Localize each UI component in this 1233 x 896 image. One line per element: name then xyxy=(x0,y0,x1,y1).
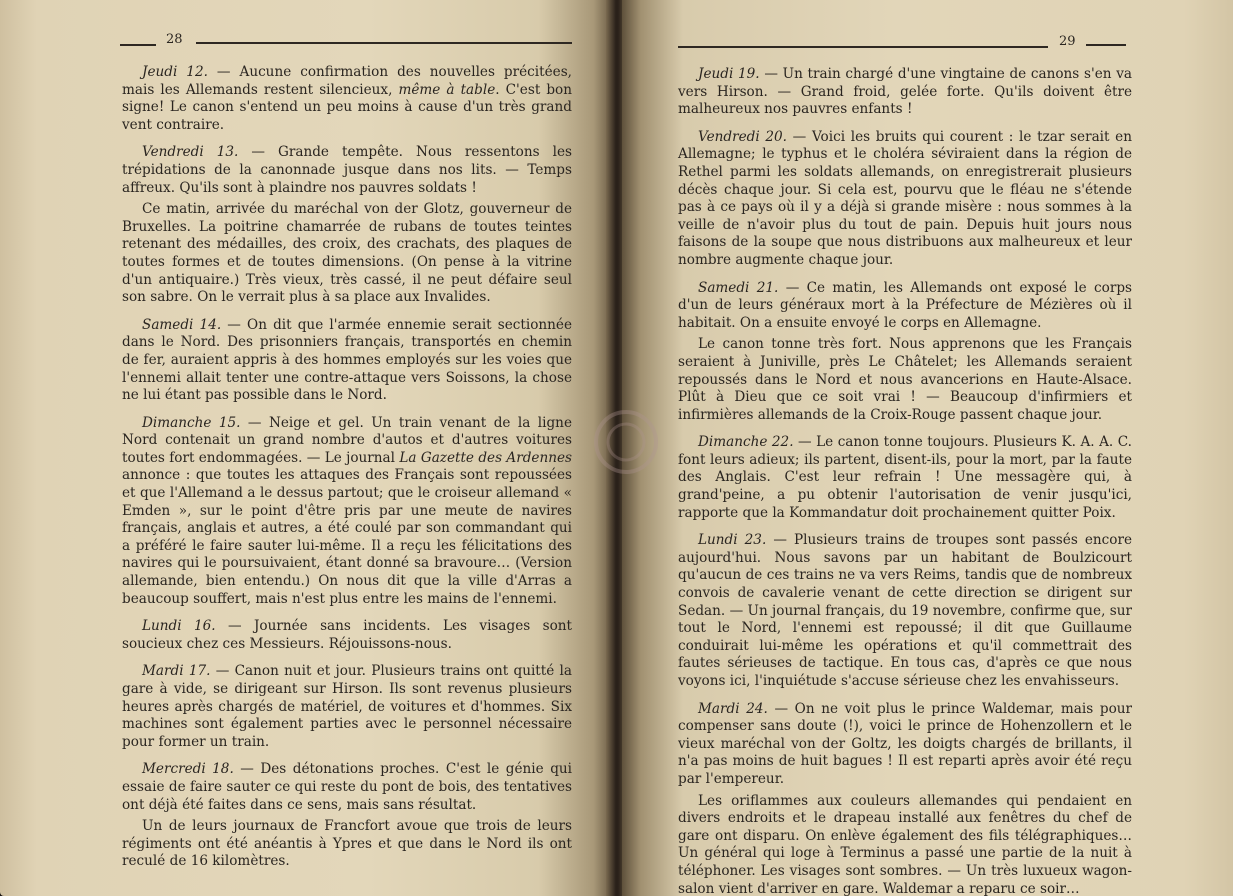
right-page xyxy=(622,0,1233,896)
right-header-rule-long xyxy=(678,46,1048,48)
entry-vendredi-13: Vendredi 13. — Grande tempête. Nous ressentons les trépidations de la canonnade jusque dans nos lits. — Temps affreux. Qu'ils sont à plaindre nos pauvres soldats ! xyxy=(122,144,572,196)
left-page-text xyxy=(122,64,572,871)
entry-lundi-16: Lundi 16. — Journée sans incidents. Les visages sont soucieux chez ces Messieurs. Réjouissons-nous. xyxy=(122,618,572,652)
left-page-number: 28 xyxy=(166,32,183,47)
right-page-number: 29 xyxy=(1059,34,1076,49)
right-page-text xyxy=(678,66,1132,896)
entry-jeudi-19: Jeudi 19. — Un train chargé d'une vingtaine de canons s'en va vers Hirson. — Grand froid, gelée forte. Qu'ils doivent être malheureux nos pauvres enfants ! xyxy=(678,66,1132,118)
entry-vendredi-20: Vendredi 20. — Voici les bruits qui courent : le tzar serait en Allemagne; le typhus et le choléra sévіraient dans la région de Rethel parmi les soldats allemands, on enregistrerait plusieurs décès chaque jour. Si cela est, pourvu que le fléau ne s'étende pas à ce pays où il y a déjà si grande misère : nous sommes à la veille de n'avoir plus du tout de pain. Depuis huit jours nous faisons de la soupe que nous distribuons aux malheureux et leur nombre augmente chaque jour. xyxy=(678,128,1132,268)
entry-samedi-21: Samedi 21. — Ce matin, les Allemands ont exposé le corps d'un de leurs généraux mort à la Préfecture de Mézières où il habitait. On a ensuite envoyé le corps en Allemagne. xyxy=(678,279,1132,331)
left-header-rule-long xyxy=(196,42,572,44)
entry-paragraph: Un de leurs journaux de Francfort avoue que trois de leurs régiments ont été anéantis à Ypres et que dans le Nord ils ont reculé de 16 kilomètres. xyxy=(122,818,572,870)
entry-jeudi-12: Jeudi 12. — Aucune confirmation des nouvelles précitées, mais les Allemands restent silencieux, même à table. C'est bon signe! Le canon s'entend un peu moins à cause d'un très grand vent contraire. xyxy=(122,64,572,133)
entry-dimanche-22: Dimanche 22. — Le canon tonne toujours. Plusieurs K. A. A. C. font leurs adieux; ils partent, disent-ils, pour la mort, par la faute des Anglais. C'est leur refrain ! Une messagère qui, à grand'peine, a pu obtenir l'autorisation de venir jusqu'ici, rapporte que la Kommandatur doit prochainement quitter Poix. xyxy=(678,434,1132,521)
entry-paragraph: Le canon tonne très fort. Nous apprenons que les Français seraient à Juniville, près Le Châtelet; les Allemands seraient repoussés dans le Nord et nous avancerions en Haute-Alsace. Plût à Dieu que ce soit vrai ! — Beaucoup d'infirmiers et infirmières allemands de la Croix-Rouge passent chaque jour. xyxy=(678,336,1132,423)
right-header-rule-short xyxy=(1086,44,1126,46)
left-page xyxy=(0,0,612,896)
entry-mardi-17: Mardi 17. — Canon nuit et jour. Plusieurs trains ont quitté la gare à vide, se dirigeant sur Hirson. Ils sont revenus plusieurs heures après chargés de matériel, de voitures et d'hommes. Six machines sont également parties avec le personnel nécessaire pour former un train. xyxy=(122,663,573,750)
entry-samedi-14: Samedi 14. — On dit que l'armée ennemie serait sectionnée dans le Nord. Des prisonniers français, transportés en chemin de fer, auraient appris à des hommes employés sur les voies que l'ennemi allait tenter une contre-attaque vers Soissons, la chose ne lui étant pas possible dans le Nord. xyxy=(122,316,572,404)
left-header-rule-short xyxy=(120,44,156,46)
entry-paragraph: Ce matin, arrivée du maréchal von der Glotz, gouverneur de Bruxelles. La poitrine chamarrée de rubans de toutes teintes retenant des médailles, des croix, des crachats, des plaques de toutes formes et de toutes dimensions. (On pense à la vitrine d'un antiquaire.) Très vieux, très cassé, il ne peut défaire seul son sabre. On le verrait plus à sa place aux Invalides. xyxy=(122,201,572,306)
entry-dimanche-15: Dimanche 15. — Neige et gel. Un train venant de la ligne Nord contenait un grand nombre d'autos et d'autres voitures toutes fort endommagées. — Le journal La Gazette des Ardennes annonce : que toutes les attaques des Français sont repoussées et que l'Allemand a le dessus partout; que le croiseur allemand « Emden », sur le point d'être pris par une meute de navires français, anglais et autres, a été coulé par son commandant qui a préféré le faire sauter lui-même. Il a reçu les félicitations des navires qui le poursuivaient, étant donné sa bravoure… (Version allemande, bien entendu.) On nous dit que la ville d'Arras a beaucoup souffert, mais n'est plus entre les mains de l'ennemi. xyxy=(122,414,572,607)
entry-paragraph: Les oriflammes aux couleurs allemandes qui pendaient en divers endroits et le drapeau installé aux fenêtres du chef de gare ont disparu. On enlève également des fils télégraphiques… Un général qui loge à Terminus a passé une partie de la nuit à téléphoner. Les visages sont sombres. — Un très luxueux wagon-salon vient d'arriver en gare. Waldemar a reparu ce soir… xyxy=(678,792,1132,896)
entry-lundi-23: Lundi 23. — Plusieurs trains de troupes sont passés encore aujourd'hui. Nous savons par un habitant de Boulzicourt qu'aucun de ces trains ne va vers Reims, tandis que de nombreux convois de cavalerie venant de cette direction se dirigent sur Sedan. — Un journal français, du 19 novembre, confirme que, sur tout le Nord, l'ennemi est repoussé; il dit que Guillaume conduirait lui-même les opérations et qu'il commettrait des fautes sérieuses de tactique. En tous cas, d'après ce que nous voyons ici, l'inquiétude s'accuse sérieuse chez les envahisseurs. xyxy=(678,532,1132,689)
entry-mercredi-18: Mercredi 18. — Des détonations proches. C'est le génie qui essaie de faire sauter ce qui reste du pont de bois, des tentatives ont déjà été faites dans ce sens, mais sans résultat. xyxy=(122,761,572,813)
stamp-icon xyxy=(571,395,681,488)
library-stamp-mark xyxy=(571,395,681,488)
entry-mardi-24: Mardi 24. — On ne voit plus le prince Waldemar, mais pour compenser sans doute (!), voici le prince de Hohenzollern et le vieux maréchal von der Goltz, les doigts chargés de brillants, il n'a pas moins de huit bagues ! Il est reparti après avoir été reçu par l'empereur. xyxy=(678,700,1133,787)
